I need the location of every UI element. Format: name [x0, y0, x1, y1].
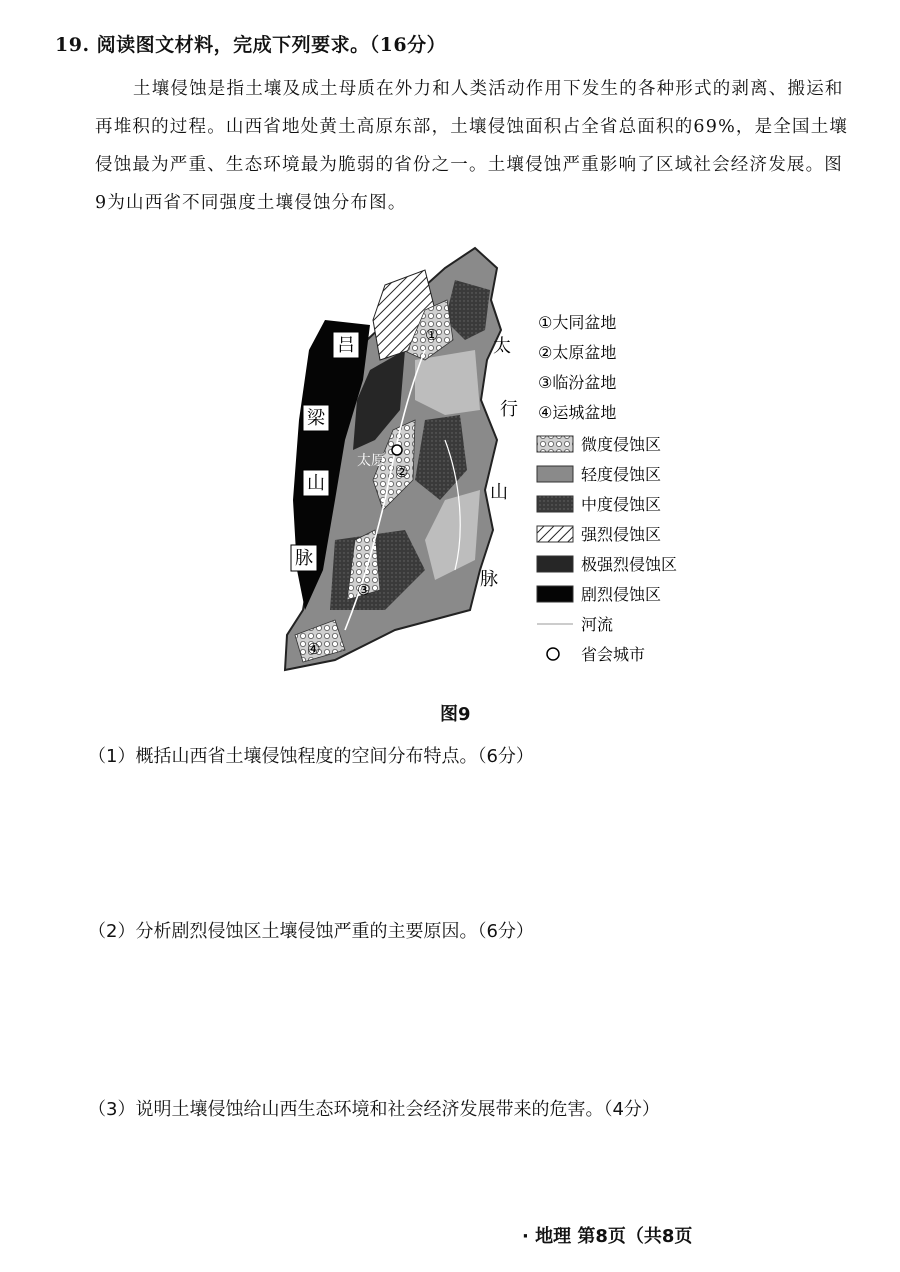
svg-text:省会城市: 省会城市	[581, 645, 646, 664]
question-paragraph: 土壤侵蚀是指土壤及成土母质在外力和人类活动作用下发生的各种形式的剥离、搬运和再堆积的过程。山西省地处黄土高原东部，土壤侵蚀面积占全省总面积的69%，是全国土壤侵蚀最为严重、生态环境最为脆弱的省份之一。土壤侵蚀严重影响了区域社会经济发展。图9为山西省不同强度土壤侵蚀分布图。	[95, 79, 849, 213]
erosion-map	[275, 240, 695, 680]
sub-question-3: （3）说明土壤侵蚀给山西生态环境和社会经济发展带来的危害。（4分）	[88, 1099, 660, 1120]
svg-text:中度侵蚀区: 中度侵蚀区	[581, 495, 662, 514]
taiyuan-label: 太原	[357, 453, 385, 469]
svg-text:脉: 脉	[295, 548, 313, 569]
svg-text:微度侵蚀区: 微度侵蚀区	[581, 435, 662, 454]
svg-text:轻度侵蚀区: 轻度侵蚀区	[581, 465, 662, 484]
svg-text:剧烈侵蚀区: 剧烈侵蚀区	[581, 585, 662, 604]
svg-text:②太原盆地: ②太原盆地	[538, 343, 617, 362]
figure-caption: 图9	[440, 704, 471, 725]
svg-text:强烈侵蚀区: 强烈侵蚀区	[581, 525, 662, 544]
svg-text:④: ④	[307, 640, 321, 658]
svg-text:太: 太	[493, 336, 511, 357]
svg-text:①: ①	[425, 326, 439, 344]
svg-text:梁: 梁	[307, 408, 325, 429]
svg-text:行: 行	[500, 399, 518, 420]
sub-question-2: （2）分析剧烈侵蚀区土壤侵蚀严重的主要原因。（6分）	[88, 921, 534, 942]
map-legend	[537, 313, 677, 664]
svg-text:③临汾盆地: ③临汾盆地	[538, 373, 617, 392]
capital-marker	[392, 445, 402, 455]
svg-text:③: ③	[357, 581, 371, 599]
svg-text:脉: 脉	[480, 569, 498, 590]
svg-text:②: ②	[395, 463, 409, 481]
sub-question-1: （1）概括山西省土壤侵蚀程度的空间分布特点。（6分）	[88, 746, 534, 767]
svg-text:④运城盆地: ④运城盆地	[538, 403, 617, 422]
svg-text:河流: 河流	[581, 615, 614, 634]
svg-text:①大同盆地: ①大同盆地	[538, 313, 617, 332]
page-footer: · 地理 第8页（共8页	[522, 1226, 693, 1247]
svg-text:极强烈侵蚀区: 极强烈侵蚀区	[581, 555, 678, 574]
erosion-map-figure	[275, 240, 695, 680]
svg-text:吕: 吕	[337, 335, 355, 356]
question-title: 19. 阅读图文材料，完成下列要求。（16分）	[55, 34, 447, 56]
svg-text:山: 山	[490, 482, 508, 503]
svg-text:山: 山	[307, 473, 325, 494]
